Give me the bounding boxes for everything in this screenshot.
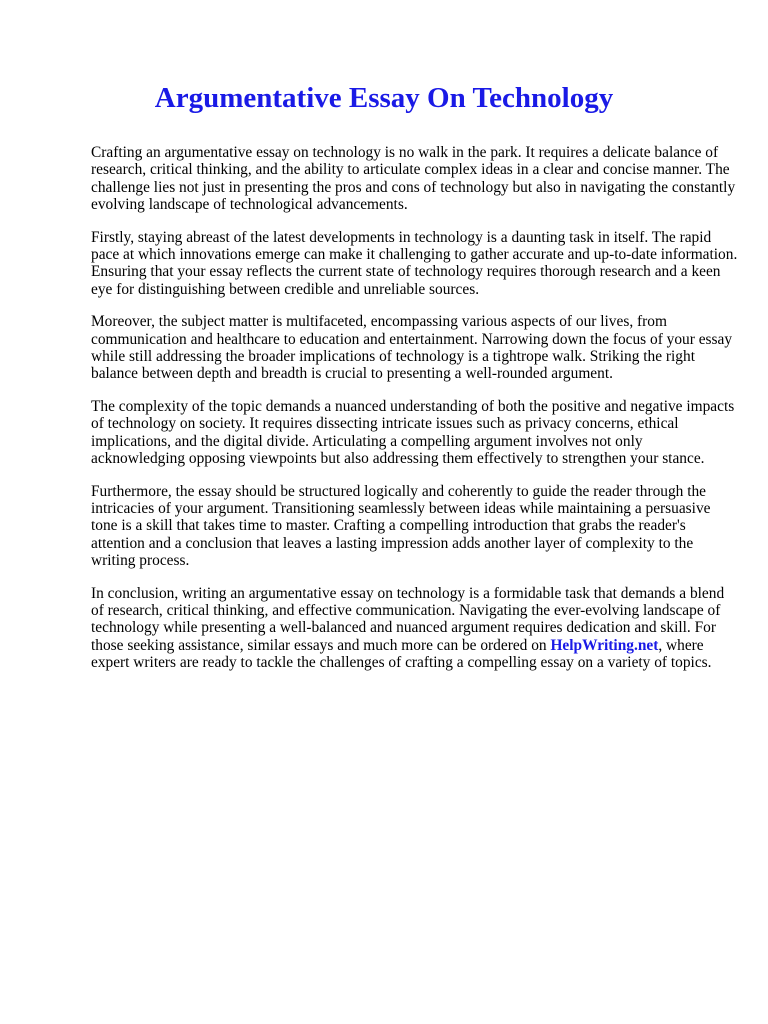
paragraph: Firstly, staying abreast of the latest developments in technology is a daunting task in itself. The rapid pace at which innovations emerge can make it challenging to gather accurate and up-to-date information. Ensuring that your essay reflects the current state of technology requires thorough research and a keen eye for distinguishing between credible and unreliable sources. bbox=[91, 228, 738, 298]
page-title: Argumentative Essay On Technology bbox=[154, 82, 614, 114]
conclusion-text-before-link: In conclusion, writing an argumentative essay on technology is a formidable task that demands a blend of research, critical thinking, and effective communication. Navigating the ever-evolving landscape of technology while presenting a well-balanced and nuanced argument requires dedication and skill. For those seeking assistance, similar essays and much more can be ordered on bbox=[91, 584, 725, 654]
helpwriting-link[interactable]: HelpWriting.net bbox=[550, 636, 659, 654]
paragraph: Furthermore, the essay should be structured logically and coherently to guide the reader through the intricacies of your argument. Transitioning seamlessly between ideas while maintaining a persuasive tone is a skill that takes time to master. Crafting a compelling introduction that grabs the reader's attention and a conclusion that leaves a lasting impression adds another layer of complexity to the writing process. bbox=[91, 482, 711, 570]
paragraph: The complexity of the topic demands a nuanced understanding of both the positive and negative impacts of technology on society. It requires dissecting intricate issues such as privacy concerns, ethical implications, and the digital divide. Articulating a compelling argument involves not only acknowledging opposing viewpoints but also addressing them effectively to strengthen your stance. bbox=[91, 397, 735, 468]
conclusion-paragraph bbox=[91, 585, 739, 672]
paragraph: Crafting an argumentative essay on technology is no walk in the park. It requires a delicate balance of research, critical thinking, and the ability to articulate complex ideas in a clear and concise manner. The challenge lies not just in presenting the pros and cons of technology but also in navigating the constantly evolving landscape of technological advancements. bbox=[91, 144, 736, 214]
paragraph: Moreover, the subject matter is multifaceted, encompassing various aspects of our lives, from communication and healthcare to education and entertainment. Narrowing down the focus of your essay while still addressing the broader implications of technology is a tightrope walk. Striking the right balance between depth and breadth is crucial to presenting a well-rounded argument. bbox=[91, 313, 733, 383]
essay-body bbox=[91, 144, 739, 687]
conclusion-text-after-link: , where expert writers are ready to tackle the challenges of crafting a compelling essay on a variety of topics. bbox=[91, 636, 712, 672]
